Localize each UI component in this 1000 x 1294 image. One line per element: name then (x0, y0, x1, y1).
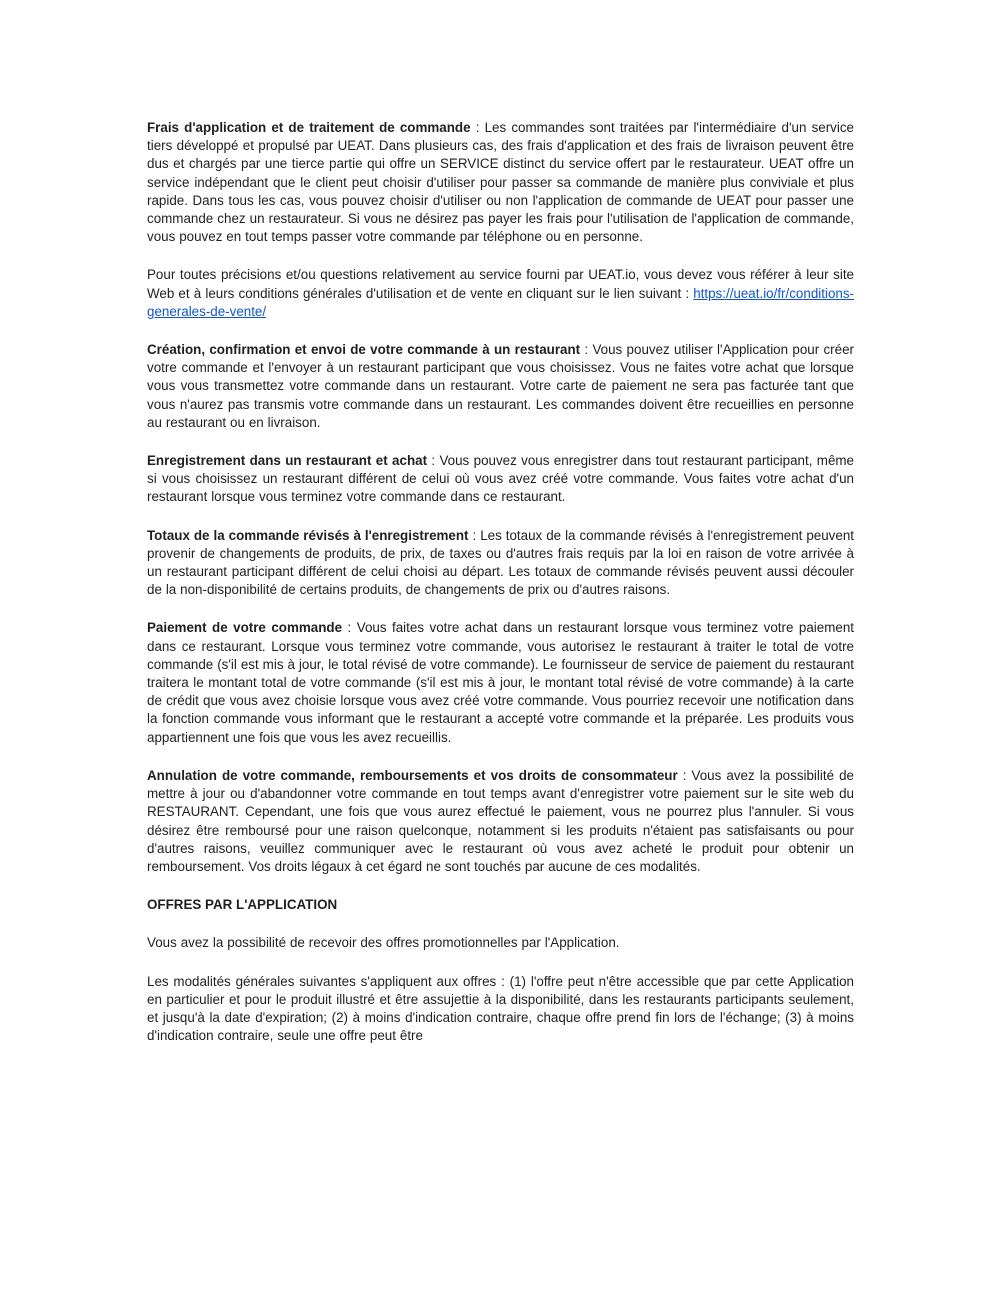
document-content (147, 119, 854, 1065)
paragraph-body-creation-commande: : Vous pouvez utiliser l'Application pour créer votre commande et l'envoyer à un restaurant participant que vous choisissez. Vous ne faites votre achat que lorsque vous vous transmettez votre commande dans un restaurant. Votre carte de paiement ne sera pas facturée tant que vous n'aurez pas transmis votre commande dans un restaurant. Les commandes doivent être recueillies en personne au restaurant ou en livraison. (147, 342, 854, 430)
paragraph-body-modalites-generales: Les modalités générales suivantes s'appliquent aux offres : (1) l'offre peut n'être accessible que par cette Application en particulier et pour le produit illustré et être assujettie à la disponibilité, dans les restaurants participants seulement, et jusqu'à la date d'expiration; (2) à moins d'indication contraire, chaque offre prend fin lors de l'échange; (3) à moins d'indication contraire, seule une offre peut être (147, 973, 854, 1044)
paragraph-body-annulation-commande: : Vous avez la possibilité de mettre à jour ou d'abandonner votre commande en tout temps avant d'enregistrer votre paiement sur le site web du RESTAURANT. Cependant, une fois que vous aurez effectué le paiement, vous ne pourrez plus l'annuler. Si vous désirez être remboursé pour une raison quelconque, notamment si les produits n'étaient pas satisfaisants ou pour d'autres raisons, veuillez communiquer avec le restaurant où vous avez acheté le produit pour obtenir un remboursement. Vos droits légaux à cet égard ne sont touchés par aucune de ces modalités. (147, 767, 854, 874)
conditions-generales-link[interactable]: https://ueat.io/fr/conditions-generales-de-vente/ (147, 285, 854, 319)
paragraph-lead-paiement-commande: Paiement de votre commande (147, 620, 343, 636)
paragraph-modalites-generales (147, 973, 854, 1046)
section-heading-offres: OFFRES PAR L'APPLICATION (147, 897, 338, 913)
paragraph-totaux-revises (147, 527, 854, 600)
paragraph-ueat-precisions (147, 266, 854, 321)
paragraph-lead-totaux-revises: Totaux de la commande révisés à l'enregistrement (147, 527, 469, 543)
paragraph-enregistrement-achat (147, 452, 854, 507)
paragraph-paiement-commande (147, 619, 854, 746)
paragraph-creation-commande (147, 341, 854, 432)
paragraph-offres-promotionnelles (147, 934, 854, 952)
paragraph-lead-frais-application: Frais d'application et de traitement de commande (147, 120, 471, 135)
paragraph-body-frais-application: : Les commandes sont traitées par l'intermédiaire d'un service tiers développé et propulsé par UEAT. Dans plusieurs cas, des frais d'application et des frais de livraison peuvent être dus et chargés par une tierce partie qui offre un SERVICE distinct du service offert par le restaurateur. UEAT offre un service indépendant que le client peut choisir d'utiliser pour passer sa commande de manière plus conviviale et plus rapide. Dans tous les cas, vous pouvez choisir d'utiliser ou non l'application de commande de UEAT pour passer une commande chez un restaurateur. Si vous ne désirez pas payer les frais pour l'utilisation de l'application de commande, vous pouvez en tout temps passer votre commande par téléphone ou en personne. (147, 120, 854, 245)
paragraph-body-paiement-commande: : Vous faites votre achat dans un restaurant lorsque vous terminez votre paiement dans ce restaurant. Lorsque vous terminez votre commande, vous autorisez le restaurant à traiter le total de votre commande (s'il est mis à jour, le total révisé de votre commande). Le fournisseur de service de paiement du restaurant traitera le montant total de votre commande (s'il est mis à jour, le montant total révisé de votre commande) à la carte de crédit que vous avez choisie lorsque vous avez créé votre commande. Vous pourriez recevoir une notification dans la fonction commande vous informant que le restaurant a accepté votre commande et la préparée. Les produits vous appartiennent une fois que vous les avez recueillis. (147, 620, 854, 745)
paragraph-body-ueat-precisions: Pour toutes précisions et/ou questions relativement au service fourni par UEAT.io, vous devez vous référer à leur site Web et à leurs conditions générales d'utilisation et de vente en cliquant sur le lien suivant : (147, 267, 854, 301)
paragraph-lead-enregistrement-achat: Enregistrement dans un restaurant et achat (147, 453, 428, 469)
paragraph-body-totaux-revises: : Les totaux de la commande révisés à l'enregistrement peuvent provenir de changements de produits, de prix, de taxes ou d'autres frais requis par la loi en raison de votre arrivée à un restaurant participant différent de celui choisi au départ. Les totaux de commande révisés peuvent aussi découler de la non-disponibilité de certains produits, de changements de prix ou d'autres raisons. (147, 527, 854, 598)
paragraph-body-enregistrement-achat: : Vous pouvez vous enregistrer dans tout restaurant participant, même si vous choisissez un restaurant différent de celui où vous avez créé votre commande. Vous faites votre achat d'un restaurant lorsque vous terminez votre commande dans ce restaurant. (147, 453, 854, 505)
paragraph-body-offres-promotionnelles: Vous avez la possibilité de recevoir des offres promotionnelles par l'Application. (147, 935, 620, 951)
paragraph-lead-creation-commande: Création, confirmation et envoi de votre commande à un restaurant (147, 342, 581, 358)
paragraph-annulation-commande (147, 767, 854, 876)
paragraph-lead-annulation-commande: Annulation de votre commande, remboursements et vos droits de consommateur (147, 767, 678, 783)
paragraph-frais-application (147, 119, 854, 246)
